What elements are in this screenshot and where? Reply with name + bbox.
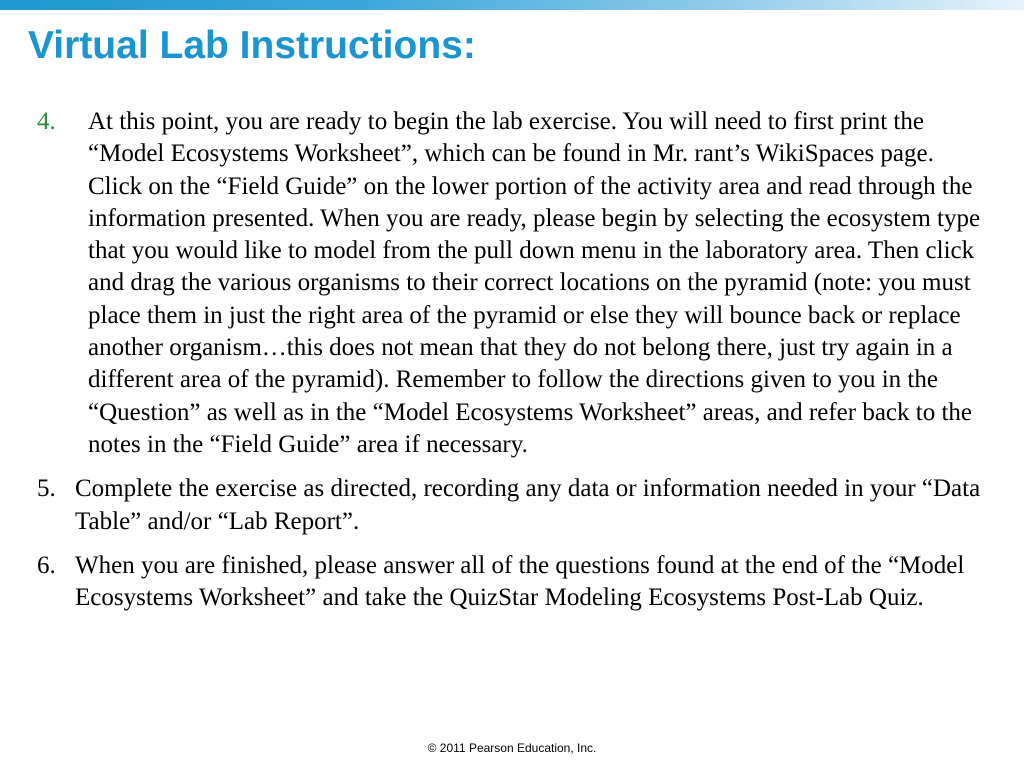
list-item <box>0 473 995 538</box>
top-accent-band <box>0 0 1024 10</box>
list-item-text: Complete the exercise as directed, recording any data or information needed in your “Data Table” and/or “Lab Report”. <box>75 475 981 535</box>
slide-title: Virtual Lab Instructions: <box>28 24 476 67</box>
list-item <box>0 550 995 615</box>
list-item-text: When you are finished, please answer all of the questions found at the end of the “Model Ecosystems Worksheet” and take the QuizStar Modeling Ecosystems Post-Lab Quiz. <box>75 551 965 612</box>
list-item-number: 6. <box>37 551 56 579</box>
list-item-text: At this point, you are ready to begin the lab exercise. You will need to first print the “Model Ecosystems Worksheet”, which can be found in Mr. rant’s WikiSpaces page. Click on the “Field Guide” on the lower portion of the activity area and read through the information presented. When you are ready, please begin by selecting the ecosystem type that you would like to model from the pull down menu in the laboratory area. Then click and drag the various organisms to their correct locations on the pyramid (note: you must place them in just the right area of the pyramid or else they will bounce back or replace another organism…this does not mean that they do not belong there, just try again in a different area of the pyramid). Remember to follow the directions given to you in the “Question” as well as in the “Model Ecosystems Worksheet” areas, and refer back to the notes in the “Field Guide” area if necessary. <box>88 108 981 458</box>
copyright-footer: © 2011 Pearson Education, Inc. <box>427 741 597 755</box>
instructions-list <box>0 106 1024 614</box>
list-item <box>0 106 992 461</box>
list-item-number: 4. <box>37 108 56 135</box>
list-item-number: 5. <box>37 475 56 503</box>
